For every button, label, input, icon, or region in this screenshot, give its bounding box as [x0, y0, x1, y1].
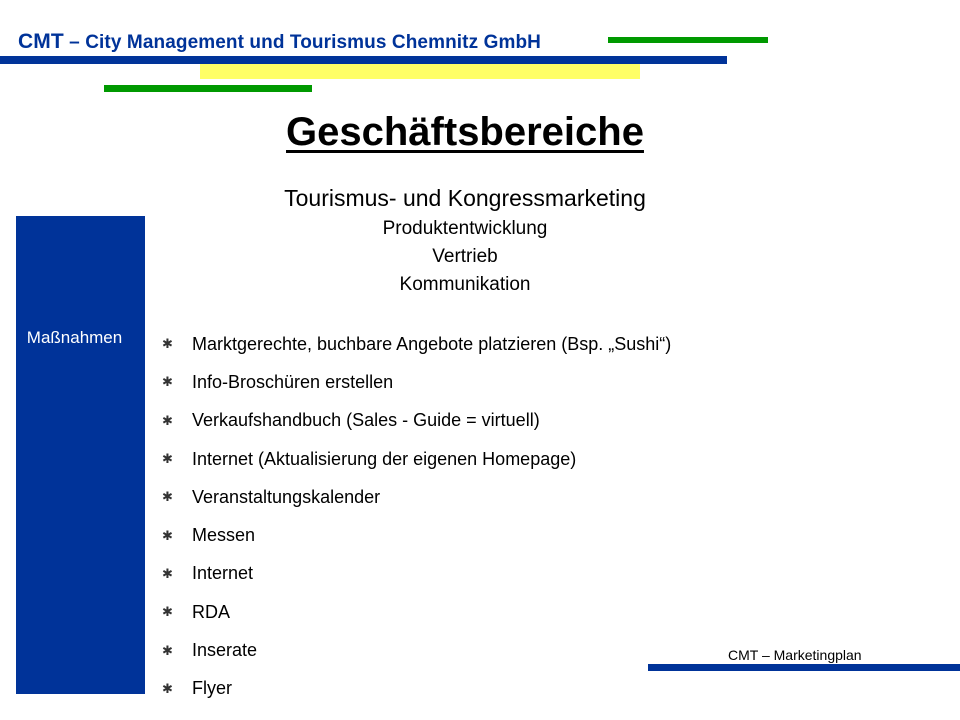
header-title: [18, 30, 541, 54]
asterisk-icon: ✱: [162, 565, 173, 581]
measures-list: [160, 325, 671, 708]
measure-item: [160, 670, 671, 708]
measure-item: [160, 593, 671, 631]
decor-bar-green-top: [608, 37, 768, 43]
measure-text: Flyer: [192, 678, 232, 699]
decor-bar-yellow: [200, 64, 640, 79]
measure-text: Marktgerechte, buchbare Angebote platzieren (Bsp. „Sushi“): [192, 333, 672, 354]
asterisk-icon: ✱: [162, 489, 173, 505]
measure-item: [160, 440, 671, 478]
decor-bar-blue-top: [0, 56, 727, 64]
measure-text: RDA: [192, 601, 231, 622]
sub-item: Produktentwicklung: [382, 218, 548, 239]
measure-text: Messen: [192, 525, 256, 546]
measure-item: [160, 478, 671, 516]
measure-text: Veranstaltungskalender: [192, 486, 381, 507]
measure-item: [160, 555, 671, 593]
asterisk-icon: ✱: [162, 374, 173, 390]
sub-item: Kommunikation: [399, 274, 531, 295]
measure-text: Inserate: [192, 640, 258, 661]
asterisk-icon: ✱: [162, 336, 173, 352]
asterisk-icon: ✱: [162, 604, 173, 620]
measure-item: [160, 325, 671, 363]
page-title: Geschäftsbereiche: [286, 110, 644, 154]
asterisk-icon: ✱: [162, 412, 173, 428]
side-panel: [16, 216, 145, 694]
measure-text: Info-Broschüren erstellen: [192, 371, 394, 392]
side-label: Maßnahmen: [26, 328, 123, 347]
measure-text: Internet: [192, 563, 254, 584]
asterisk-icon: ✱: [162, 527, 173, 543]
measure-item: [160, 631, 671, 669]
measure-item: [160, 516, 671, 554]
footer-label: CMT – Marketingplan: [728, 647, 862, 663]
asterisk-icon: ✱: [162, 451, 173, 467]
asterisk-icon: ✱: [162, 680, 173, 696]
decor-bar-blue-footer: [648, 664, 960, 671]
section-subtitle: Tourismus- und Kongressmarketing: [284, 185, 646, 211]
asterisk-icon: ✱: [162, 642, 173, 658]
header-brand-short: CMT: [18, 30, 64, 53]
measure-text: Verkaufshandbuch (Sales - Guide = virtuell): [192, 410, 540, 431]
measure-item: [160, 363, 671, 401]
measure-item: [160, 402, 671, 440]
decor-bar-green-bottom: [104, 85, 312, 92]
sub-item: Vertrieb: [432, 246, 498, 267]
header-brand-name: – City Management und Tourismus Chemnitz GmbH: [63, 32, 541, 53]
measure-text: Internet (Aktualisierung der eigenen Homepage): [192, 448, 577, 469]
